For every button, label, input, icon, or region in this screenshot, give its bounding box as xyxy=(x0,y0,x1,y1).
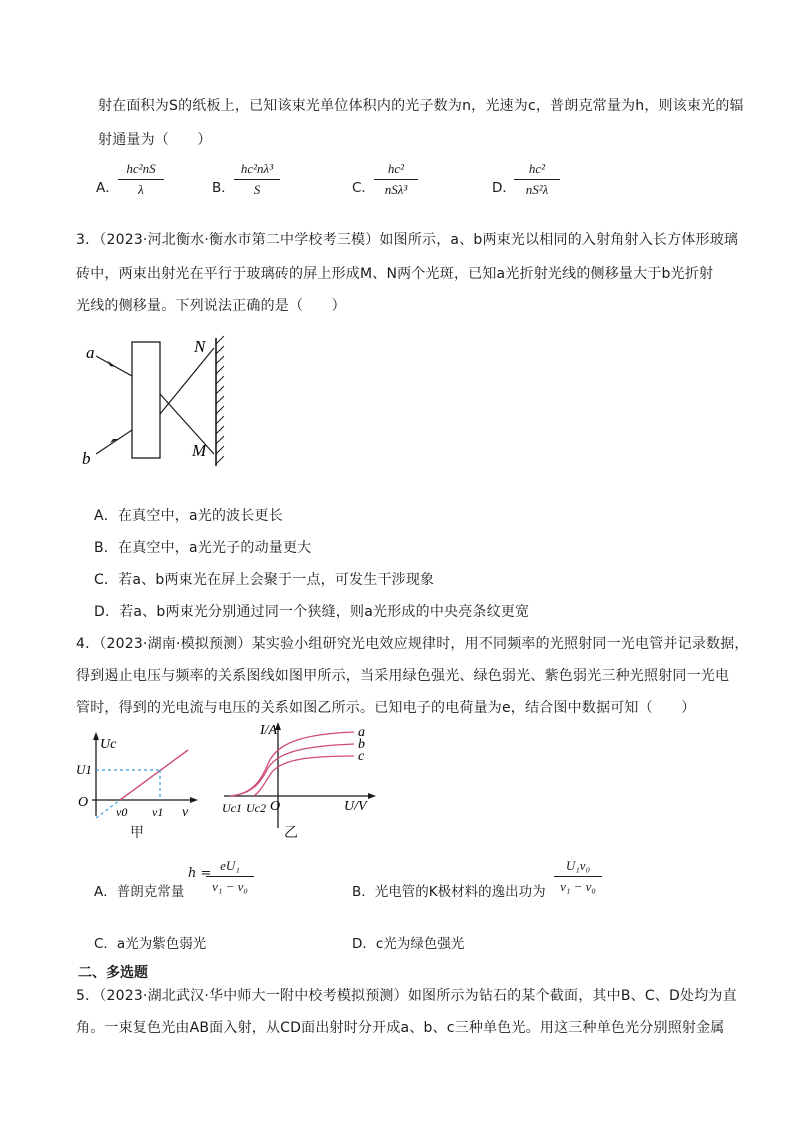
q4-stem-line2: 得到遏止电压与频率的关系图线如图甲所示，当采用绿色强光、绿色弱光、紫色弱光三种光照射同一光电 xyxy=(76,668,730,684)
fraction-denominator: nSλ³ xyxy=(384,182,408,197)
ylabel-uc: Uc xyxy=(100,737,117,752)
fraction-numerator: hc² xyxy=(387,161,405,176)
q2-option-b-letter: B． xyxy=(212,180,235,196)
fraction-numerator: U₁ν₀ xyxy=(565,858,591,873)
q2-stem-line2: 射通量为（ ） xyxy=(98,132,212,148)
q2-option-b-fraction xyxy=(234,161,280,198)
q5-stem-line1: 5．（2023·湖北武汉·华中师大一附中校考模拟预测）如图所示为钻石的某个截面，其中B、C、D处均为直 xyxy=(76,988,737,1004)
xlabel-v: ν xyxy=(182,805,189,820)
q2-option-c-fraction xyxy=(374,161,418,198)
q4-option-a-fraction xyxy=(206,858,254,895)
label-n: N xyxy=(194,337,206,356)
q4-option-a-text: A．普朗克常量 xyxy=(94,884,185,900)
q2-option-a-letter: A． xyxy=(96,180,119,196)
q4-stem-line3: 管时，得到的光电流与电压的关系如图乙所示。已知电子的电荷量为e，结合图中数据可知（ ） xyxy=(76,700,696,716)
curve-a-label: a xyxy=(358,725,365,740)
q2-option-d-fraction xyxy=(514,161,560,198)
fraction-numerator: eU₁ xyxy=(220,858,240,873)
fraction-denominator: ν₁ − ν₀ xyxy=(212,879,248,894)
glass-brick xyxy=(132,342,160,458)
q3-stem-line1: 3．（2023·河北衡水·衡水市第二中学校考三模）如图所示，a、b两束光以相同的入射角射入长方体形玻璃 xyxy=(76,232,739,248)
label-o: O xyxy=(78,795,89,810)
uc-vs-frequency-line xyxy=(120,750,188,800)
q5-stem-line2: 角。一束复色光由AB面入射，从CD面出射时分开成a、b、c三种单色光。用这三种单色光分别照射金属 xyxy=(76,1020,725,1036)
ray-b-incident xyxy=(96,430,132,454)
fraction-denominator: λ xyxy=(138,182,144,197)
q2-stem-line1: 射在面积为S的纸板上，已知该束光单位体积内的光子数为n，光速为c，普朗克常量为h，则该束光的辐 xyxy=(98,98,744,114)
fraction-denominator: ν₁ − ν₀ xyxy=(560,879,596,894)
q2-option-a-fraction xyxy=(118,161,164,198)
fraction-denominator: S xyxy=(253,182,261,197)
q3-option-a: A．在真空中，a光的波长更长 xyxy=(94,508,283,524)
q3-option-d: D．若a、b两束光分别通过同一个狭缝，则a光形成的中央亮条纹更宽 xyxy=(94,604,530,620)
ray-b-exit xyxy=(160,348,214,414)
q3-stem-line2: 砖中，两束出射光在平行于玻璃砖的屏上形成M、N两个光斑，已知a光折射光线的侧移量大于b光折射 xyxy=(76,266,714,282)
curve-b xyxy=(230,744,354,796)
fraction-numerator: hc² xyxy=(528,161,546,176)
label-v0: ν0 xyxy=(116,805,128,819)
q4-option-b-fraction xyxy=(554,858,602,895)
fraction-numerator: hc²nλ³ xyxy=(240,161,274,176)
label-o: O xyxy=(270,799,281,814)
label-m: M xyxy=(192,441,207,460)
label-a: a xyxy=(86,343,95,362)
screen-hatching xyxy=(216,336,224,464)
q3-stem-line3: 光线的侧移量。下列说法正确的是（ ） xyxy=(76,298,346,314)
caption-jia: 甲 xyxy=(130,825,144,841)
q2-option-d-letter: D． xyxy=(492,180,516,196)
caption-yi: 乙 xyxy=(284,825,298,841)
q4-option-c: C．a光为紫色弱光 xyxy=(94,936,207,952)
label-u1: U1 xyxy=(76,762,92,777)
curve-b-label: b xyxy=(358,737,365,752)
section-title-multiple-choice: 二、多选题 xyxy=(78,965,148,981)
label-v1: ν1 xyxy=(152,805,164,819)
q4-figure-yi xyxy=(220,716,380,844)
q3-glass-brick-figure xyxy=(76,330,246,470)
fraction-numerator: hc²nS xyxy=(126,161,156,176)
label-uc2: Uc2 xyxy=(246,801,266,815)
q4-option-b-text: B．光电管的K极材料的逸出功为 xyxy=(352,884,546,900)
xlabel-uv: U/V xyxy=(344,799,367,814)
q4-option-d: D．c光为绿色强光 xyxy=(352,936,465,952)
q3-option-b: B．在真空中，a光光子的动量更大 xyxy=(94,540,312,556)
q2-option-c-letter: C． xyxy=(352,180,375,196)
label-b: b xyxy=(82,449,91,468)
ylabel-i: I/A xyxy=(260,723,278,738)
curve-a xyxy=(230,732,354,796)
label-uc1: Uc1 xyxy=(222,801,242,815)
q4-stem-line1: 4．（2023·湖南·模拟预测）某实验小组研究光电效应规律时，用不同频率的光照射同一光电管并记录数据， xyxy=(76,636,749,652)
fraction-denominator: nS²λ xyxy=(525,182,549,197)
q4-option-a-prefix: h = xyxy=(188,866,212,881)
curve-c-label: c xyxy=(358,749,365,764)
q3-option-c: C．若a、b两束光在屏上会聚于一点，可发生干涉现象 xyxy=(94,572,435,588)
